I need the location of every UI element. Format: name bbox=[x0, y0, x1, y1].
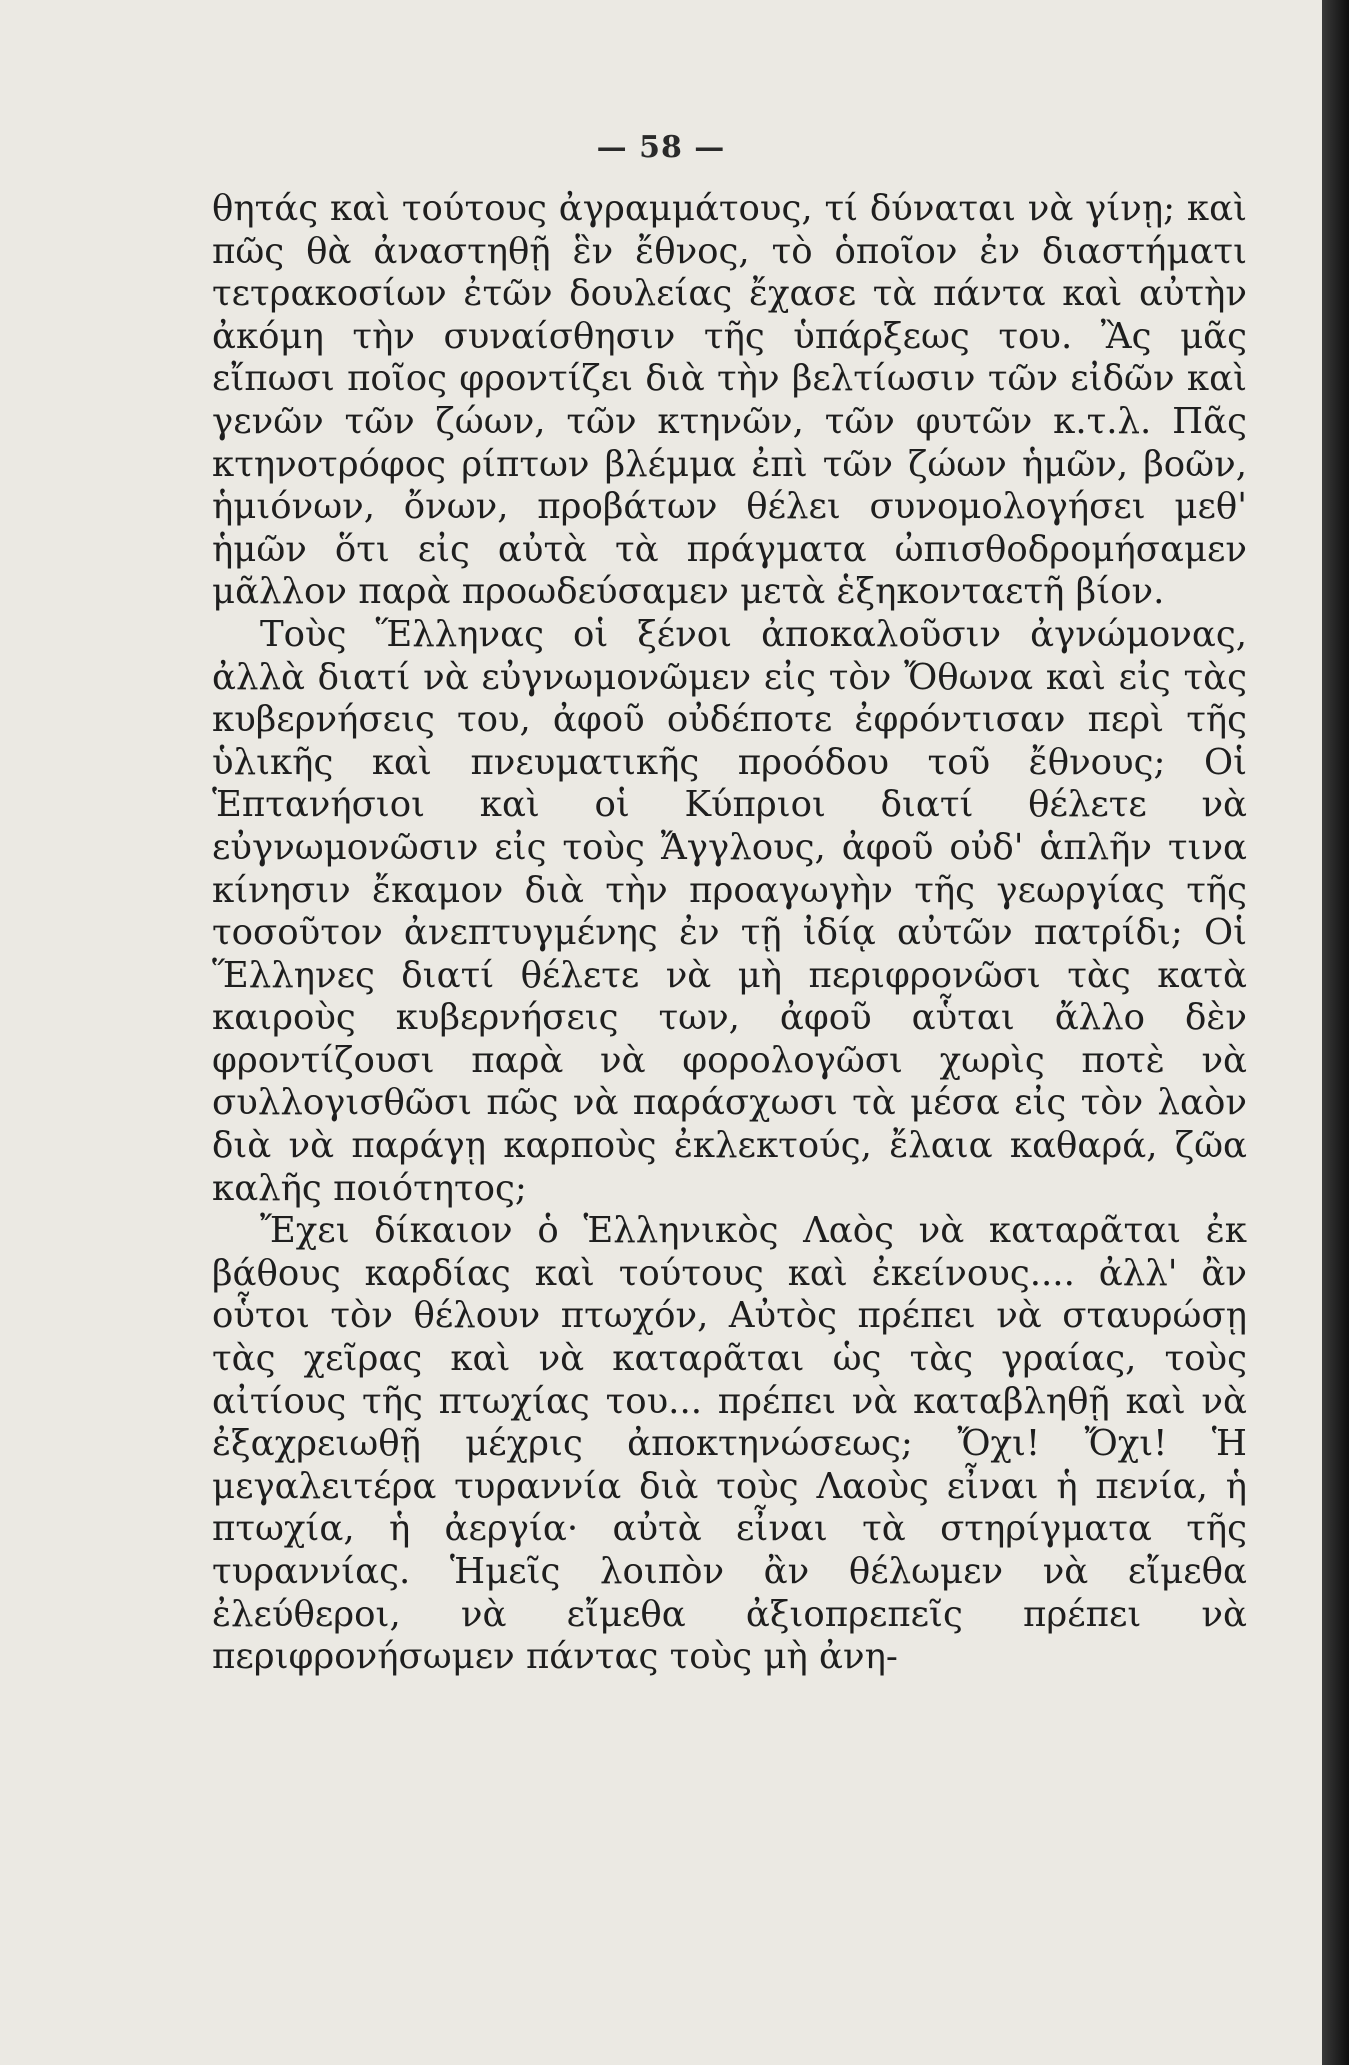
paragraph-3: Ἔχει δίκαιον ὁ Ἑλληνικὸς Λαὸς νὰ καταρᾶται ἐκ βάθους καρδίας καὶ τούτους καὶ ἐκείνους.... ἀλλ' ἂν οὗτοι τὸν θέλουν πτωχόν, Αὐτὸς πρέπει νὰ σταυρώσῃ τὰς χεῖρας καὶ νὰ καταρᾶται ὡς τὰς γραίας, τοὺς αἰτίους τῆς πτωχίας του... πρέπει νὰ καταβληθῇ καὶ νὰ ἐξαχρειωθῇ μέχρις ἀποκτηνώσεως; Ὄχι! Ὄχι! Ἡ μεγαλειτέρα τυραννία διὰ τοὺς Λαοὺς εἶναι ἡ πενία, ἡ πτωχία, ἡ ἀεργία· αὐτὰ εἶναι τὰ στηρίγματα τῆς τυραννίας. Ἡμεῖς λοιπὸν ἂν θέλωμεν νὰ εἴμεθα ἐλεύθεροι, νὰ εἴμεθα ἀξιοπρεπεῖς πρέπει νὰ περιφρονήσωμεν πάντας τοὺς μὴ ἀνη- bbox=[212, 1210, 1247, 1678]
page-number: — 58 — bbox=[596, 130, 726, 165]
paragraph-2: Τοὺς Ἕλληνας οἱ ξένοι ἀποκαλοῦσιν ἀγνώμονας, ἀλλὰ διατί νὰ εὐγνωμονῶμεν εἰς τὸν Ὄθωνα καὶ εἰς τὰς κυβερνήσεις του, ἀφοῦ οὐδέποτε ἐφρόντισαν περὶ τῆς ὑλικῆς καὶ πνευματικῆς προόδου τοῦ ἔθνους; Οἱ Ἑπτανήσιοι καὶ οἱ Κύπριοι διατί θέλετε νὰ εὐγνωμονῶσιν εἰς τοὺς Ἄγγλους, ἀφοῦ οὐδ' ἁπλῆν τινα κίνησιν ἔκαμον διὰ τὴν προαγωγὴν τῆς γεωργίας τῆς τοσοῦτον ἀνεπτυγμένης ἐν τῇ ἰδίᾳ αὐτῶν πατρίδι; Οἱ Ἕλληνες διατί θέλετε νὰ μὴ περιφρονῶσι τὰς κατὰ καιροὺς κυβερνήσεις των, ἀφοῦ αὗται ἄλλο δὲν φροντίζουσι παρὰ νὰ φορολογῶσι χωρὶς ποτὲ νὰ συλλογισθῶσι πῶς νὰ παράσχωσι τὰ μέσα εἰς τὸν λαὸν διὰ νὰ παράγῃ καρποὺς ἐκλεκτούς, ἔλαια καθαρά, ζῶα καλῆς ποιότητος; bbox=[212, 613, 1247, 1209]
body-text bbox=[212, 188, 1247, 1679]
page-edge-shadow bbox=[1322, 0, 1349, 2065]
paragraph-1: θητάς καὶ τούτους ἀγραμμάτους, τί δύναται νὰ γίνῃ; καὶ πῶς θὰ ἀναστηθῇ ἓν ἔθνος, τὸ ὁποῖον ἐν διαστήματι τετρακοσίων ἐτῶν δουλείας ἔχασε τὰ πάντα καὶ αὐτὴν ἀκόμη τὴν συναίσθησιν τῆς ὑπάρξεως του. Ἂς μᾶς εἴπωσι ποῖος φροντίζει διὰ τὴν βελτίωσιν τῶν εἰδῶν καὶ γενῶν τῶν ζώων, τῶν κτηνῶν, τῶν φυτῶν κ.τ.λ. Πᾶς κτηνοτρόφος ρίπτων βλέμμα ἐπὶ τῶν ζώων ἡμῶν, βοῶν, ἡμιόνων, ὄνων, προβάτων θέλει συνομολογήσει μεθ' ἡμῶν ὅτι εἰς αὐτὰ τὰ πράγματα ὠπισθοδρομήσαμεν μᾶλλον παρὰ προωδεύσαμεν μετὰ ἑξηκονταετῆ βίον. bbox=[212, 188, 1247, 613]
